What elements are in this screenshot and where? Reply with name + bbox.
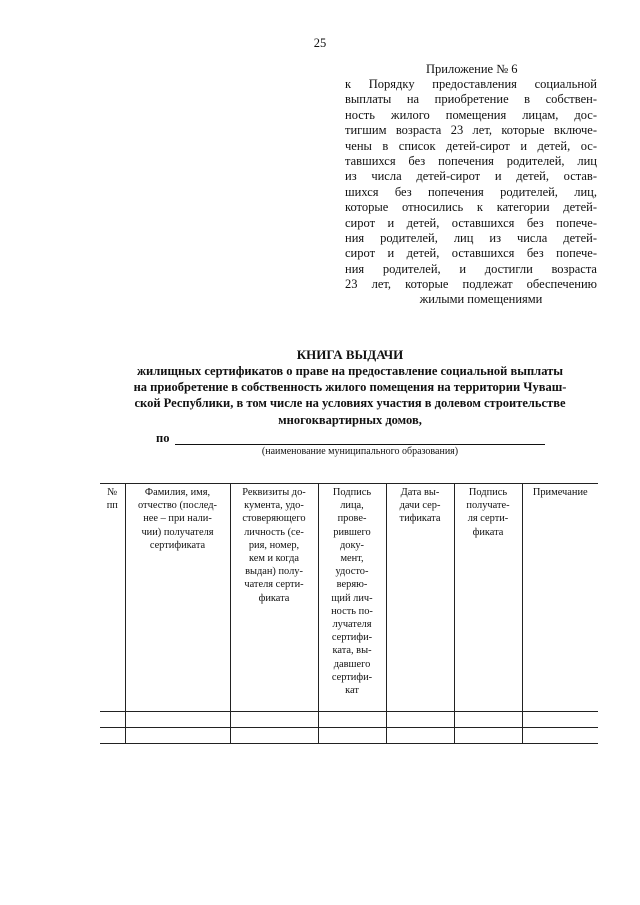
column-header-line: удосто- [335,566,369,578]
column-header-line: Фамилия, имя, [144,487,211,498]
appendix-line: которые относились к категории детей- [345,200,597,215]
column-header-line: лучателя [332,619,372,631]
column-header-line: выдан) полу- [245,566,303,578]
column-header-line: рившего [333,526,371,538]
appendix-line: ность жилого помещения лицам, дос- [345,107,597,122]
column-header-line: сертифи- [331,632,373,644]
appendix-line: тавшихся без попечения родителей, лиц [345,153,597,168]
column-header-line: получате- [466,500,510,512]
column-header-line: давшего [333,658,371,670]
column-header-line: Реквизиты до- [242,487,306,498]
column-header-line: Примечание [532,487,588,498]
column-header-line: тификата [399,513,441,525]
column-header-line: прове- [337,513,367,525]
table-cell [386,712,454,728]
column-header-line: чии) получателя [141,526,214,538]
column-header-line: фиката [258,592,290,604]
column-header-line: кат [345,685,359,697]
subtitle-line: жилищных сертификатов о праве на предоставление социальной выплаты [136,364,564,378]
appendix-line: сирот и детей, оставшихся без попече- [345,215,597,230]
column-header [125,484,230,712]
column-header-line: Дата вы- [400,487,440,498]
municipality-fill-line [175,444,545,445]
column-header-line: рия, номер, [248,539,300,551]
subtitle-line: многоквартирных домов, [278,412,422,427]
appendix-line: тигшим возраста 23 лет, которые включе- [345,123,597,138]
column-header-line: доку- [339,539,365,551]
column-header-line: ката, вы- [332,645,372,657]
column-header-line: веряю- [336,579,368,591]
table-cell [230,712,318,728]
column-header-line: фиката [472,526,504,538]
municipality-caption: (наименование муниципального образования) [261,446,459,457]
appendix-line: к Порядку предоставления социальной [345,77,597,91]
table-cell [318,728,386,744]
column-header-line: ля серти- [467,513,509,525]
column-header-line: отчество (послед- [138,500,217,512]
column-header-line: мент, [340,553,364,565]
column-header-line: Подпись [468,487,508,498]
column-header [230,484,318,712]
table-cell [125,712,230,728]
subtitle-line: ской Республики, в том числе на условиях участия в долевом строительстве [134,396,566,411]
table-cell [125,728,230,744]
column-header-line: сертифи- [331,671,373,683]
appendix-text [345,77,597,308]
column-header [386,484,454,712]
column-header-line: пп [106,500,118,512]
column-header-line: ность по- [331,605,373,617]
appendix-line: из числа детей-сирот и детей, остав- [345,169,597,184]
column-header [318,484,386,712]
column-header-line: № [107,487,118,498]
table-cell [522,728,598,744]
column-header-line: дачи сер- [399,500,441,512]
column-header-line: кем и когда [248,553,300,565]
appendix-title: Приложение № 6 [426,62,518,76]
appendix-line: 23 лет, которые подлежат обеспечению [345,277,597,292]
column-header-line: кумента, удо- [244,500,304,512]
book-subtitle [100,363,600,428]
register-table [100,483,598,744]
po-label: по [156,431,170,445]
book-title: КНИГА ВЫДАЧИ [296,347,404,362]
appendix-line: жилыми помещениями [419,292,543,307]
appendix-line: ния родителей, лиц из числа детей- [345,230,597,245]
subtitle-line: на приобретение в собственность жилого помещения на территории Чуваш- [133,380,567,395]
column-header-line: нее – при нали- [143,513,212,525]
table-cell [100,728,125,744]
appendix-line: чены в список детей-сирот и детей, ос- [345,138,597,153]
table-cell [230,728,318,744]
column-header-line: Подпись [332,487,372,498]
column-header [522,484,598,712]
column-header-line: стоверяющего [242,513,306,525]
table-cell [100,712,125,728]
table-cell [454,728,522,744]
column-header [454,484,522,712]
table-cell [318,712,386,728]
column-header [100,484,125,712]
table-cell [454,712,522,728]
table-row [100,728,598,744]
table-row [100,712,598,728]
column-header-line: лица, [340,500,364,512]
table-cell [522,712,598,728]
table-cell [386,728,454,744]
appendix-line: сирот и детей, оставшихся без попече- [345,246,597,261]
table-header-row [100,484,598,712]
appendix-line: шихся без попечения родителей, лиц, [345,184,597,199]
appendix-line: выплаты на приобретение в собствен- [345,92,597,107]
page-number: 25 [313,36,327,50]
column-header-line: щий лич- [331,592,373,604]
column-header-line: чателя серти- [244,579,304,591]
column-header-line: сертификата [149,539,206,551]
appendix-line: ния родителей, и достигли возраста [345,261,597,276]
column-header-line: личность (се- [244,526,304,538]
